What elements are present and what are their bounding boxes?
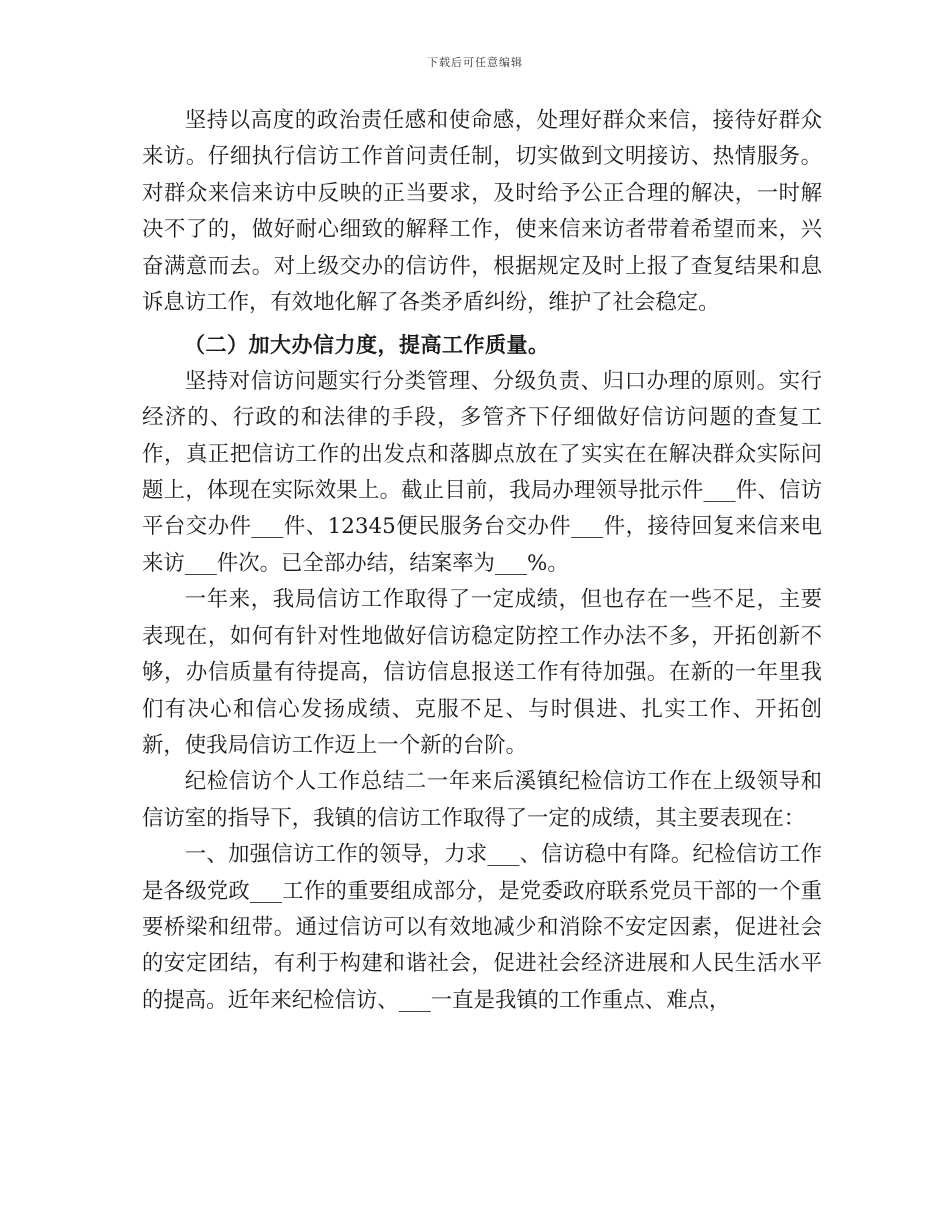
section-heading-2: （二）加大办信力度，提高工作质量。 xyxy=(184,333,550,358)
document-body xyxy=(142,103,822,1019)
paragraph-handling: 坚持对信访问题实行分类管理、分级负责、归口办理的原则。实行经济的、行政的和法律的手段，多管齐下仔细做好信访问题的查复工作，真正把信访工作的出发点和落脚点放在了实实在在解决群众实际问题上，体现在实际效果上。截止目前，我局办理领导批示件___件、信访平台交办件___件、12345便民服务台交办件___件，接待回复来信来电来访___件次。已全部办结，结案率为___%。 xyxy=(142,368,822,576)
page-header-note: 下载后可任意编辑 xyxy=(427,56,523,69)
paragraph-leadership: 一、加强信访工作的领导，力求___、信访稳中有降。纪检信访工作是各级党政___工作的重要组成部分，是党委政府联系党员干部的一个重要桥梁和纽带。通过信访可以有效地减少和消除不安定因素，促进社会的安定团结，有利于构建和谐社会，促进社会经济进展和人民生活水平的提高。近年来纪检信访、___一直是我镇的工作重点、难点， xyxy=(142,842,822,1013)
paragraph-summary: 一年来，我局信访工作取得了一定成绩，但也存在一些不足，主要表现在，如何有针对性地做好信访稳定防控工作办法不多，开拓创新不够，办信质量有待提高，信访信息报送工作有待加强。在新的一年里我们有决心和信心发扬成绩、克服不足、与时俱进、扎实工作、开拓创新，使我局信访工作迈上一个新的台阶。 xyxy=(142,587,822,758)
paragraph-report-intro: 纪检信访个人工作总结二一年来后溪镇纪检信访工作在上级领导和信访室的指导下，我镇的信访工作取得了一定的成绩，其主要表现在： xyxy=(142,769,822,831)
paragraph-reception: 坚持以高度的政治责任感和使命感，处理好群众来信，接待好群众来访。仔细执行信访工作首问责任制，切实做到文明接访、热情服务。对群众来信来访中反映的正当要求，及时给予公正合理的解决，一时解决不了的，做好耐心细致的解释工作，使来信来访者带着希望而来，兴奋满意而去。对上级交办的信访件，根据规定及时上报了查复结果和息诉息访工作，有效地化解了各类矛盾纠纷，维护了社会稳定。 xyxy=(142,108,822,316)
